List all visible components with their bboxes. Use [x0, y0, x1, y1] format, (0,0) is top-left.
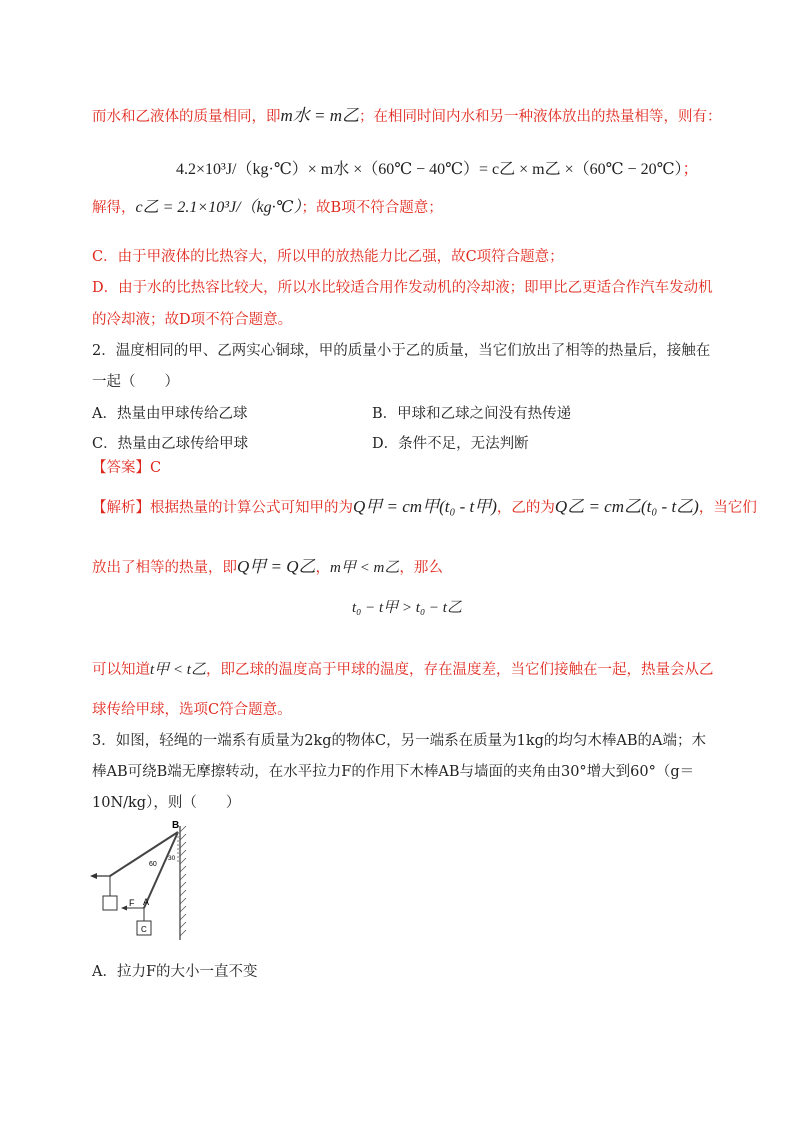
angle-30-label: 30 [168, 855, 176, 862]
text: 根据热量的计算公式可知甲的为 [150, 500, 353, 516]
box-upper [103, 896, 117, 910]
analysis-tag: 【解析】 [92, 500, 150, 516]
q2-analysis-line-2 [92, 557, 443, 578]
explanation-line-1 [92, 106, 722, 127]
equation-text: 4.2×10³J/（kg·℃）× m水 ×（60℃ − 40℃）= c乙 × m乙 ×（60℃ − 20℃） [176, 161, 683, 178]
label-f: F [129, 898, 135, 908]
q2-option-d: D．条件不足，无法判断 [372, 436, 529, 452]
formula-q-yi: Q乙 = cm乙(t₀ - t乙) [554, 497, 699, 516]
option-c-explanation: C．由于甲液体的比热容大，所以甲的放热能力比乙强，故C项符合题意； [92, 249, 564, 265]
text: ；故B项不符合题意； [301, 200, 443, 216]
arrow-head-top [90, 873, 97, 879]
q2-analysis-line-4: 球传给甲球，选项C符合题意。 [92, 702, 292, 718]
label-a: A [143, 897, 150, 907]
option-d-explanation-2: 的冷却液；故D项不符合题意。 [92, 312, 293, 328]
q3-option-a: A．拉力F的大小一直不变 [92, 964, 258, 980]
text: ，即乙球的温度高于甲球的温度，存在温度差，当它们接触在一起，热量会从乙 [205, 662, 714, 678]
equation-tail: ； [682, 161, 699, 178]
q2-analysis-line-3 [92, 660, 713, 680]
answer-tag: 【答案】 [92, 460, 150, 476]
heat-balance-equation [176, 156, 699, 179]
text: ，乙的为 [496, 500, 555, 516]
text: ；在相同时间内水和另一种液体放出的热量相等，则有： [359, 109, 722, 125]
text: 放出了相等的热量，即 [92, 560, 237, 576]
text: 解得， [92, 200, 136, 216]
q2-answer [92, 458, 161, 478]
question-3-line-3: 10N/kg），则（ ） [92, 795, 241, 811]
q2-analysis-line-1 [92, 497, 757, 518]
wall-hatching [180, 826, 186, 936]
temperature-inequality: t₀ − t甲 > t₀ − t乙 [352, 600, 462, 616]
q2-option-c: C．热量由乙球传给甲球 [92, 436, 249, 452]
angle-60-label: 60 [149, 861, 157, 868]
answer-value: C [150, 460, 162, 476]
lever-diagram [88, 818, 198, 943]
question-2-line-1: 2．温度相同的甲、乙两实心铜球，甲的质量小于乙的质量，当它们放出了相等的热量后，接触在 [92, 343, 711, 359]
option-d-explanation-1: D．由于水的比热容比较大，所以水比较适合用作发动机的冷却液；即甲比乙更适合作汽车发动机 [92, 280, 713, 296]
text: 而水和乙液体的质量相同，即 [92, 109, 281, 125]
text: ，当它们 [698, 500, 757, 516]
question-2-line-2: 一起（ ） [92, 374, 179, 390]
label-c: C [141, 925, 147, 934]
label-b: B [172, 820, 180, 831]
formula-m-less: m甲 < m乙 [330, 560, 400, 576]
question-3-line-2: 棒AB可绕B端无摩擦转动，在水平拉力F的作用下木棒AB与墙面的夹角由30°增大到60°（g＝ [92, 764, 695, 780]
q2-option-a: A．热量由甲球传给乙球 [92, 406, 248, 422]
formula-t-less: t甲 < t乙 [150, 662, 206, 678]
question-3-line-1: 3．如图，轻绳的一端系有质量为2kg的物体C，另一端系在质量为1kg的均匀木棒AB的A端；木 [92, 733, 707, 749]
mass-equality-formula: m水 = m乙 [280, 106, 360, 125]
q2-option-b: B．甲球和乙球之间没有热传递 [372, 406, 572, 422]
solution-line [92, 198, 443, 218]
text: 可以知道 [92, 662, 150, 678]
formula-q-equal: Q甲 = Q乙 [237, 557, 316, 576]
specific-heat-result: c乙 = 2.1×10³J/（kg·℃） [135, 199, 302, 216]
text: ，那么 [399, 560, 443, 576]
text: ， [315, 560, 331, 576]
force-f-arrow-head [121, 906, 127, 911]
formula-q-jia: Q甲 = cm甲(t₀ - t甲) [353, 497, 497, 516]
